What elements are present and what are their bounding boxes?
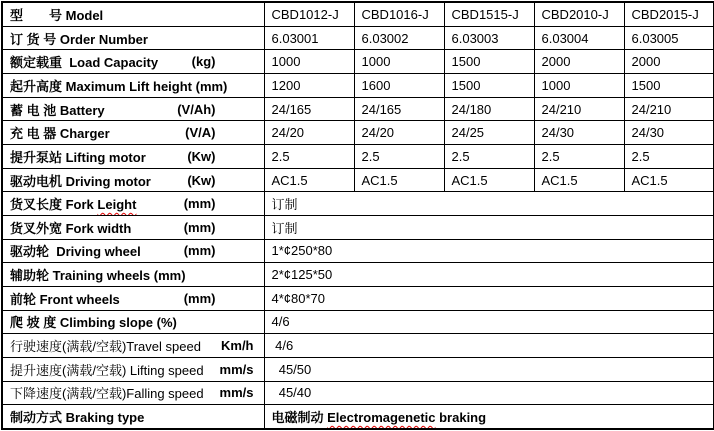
unit-label: (mm): [183, 219, 216, 235]
spec-label-cell: [2, 74, 264, 98]
spec-value-cell: 订制: [264, 215, 714, 239]
spec-value-cell: CBD2010-J: [534, 2, 624, 26]
unit-label: (mm): [183, 243, 216, 259]
spec-value-cell: 1500: [444, 74, 534, 98]
spec-value-cell: 6.03005: [624, 26, 714, 50]
table-row: [2, 357, 714, 381]
row-label: 驱动电机 Driving motor: [10, 173, 151, 189]
spec-value-cell: 24/180: [444, 97, 534, 121]
spec-value-cell: 24/30: [624, 121, 714, 145]
spec-label-cell: [2, 215, 264, 239]
spec-label-cell: [2, 97, 264, 121]
spec-label-cell: [2, 381, 264, 405]
table-row: [2, 74, 714, 98]
row-label: 辅助轮 Training wheels (mm): [10, 268, 186, 284]
spec-value-cell: AC1.5: [534, 168, 624, 192]
spec-value-cell: 4*¢80*70: [264, 286, 714, 310]
spec-value-cell: CBD1515-J: [444, 2, 534, 26]
spec-value-cell: 2.5: [354, 145, 444, 169]
unit-label: mm/s: [219, 385, 254, 401]
table-row: [2, 168, 714, 192]
spec-value-cell: 订制: [264, 192, 714, 216]
spec-label-cell: [2, 50, 264, 74]
spec-label-cell: [2, 286, 264, 310]
spec-value-cell: 2000: [534, 50, 624, 74]
spec-value-cell: 24/210: [624, 97, 714, 121]
table-row: [2, 26, 714, 50]
table-row: [2, 192, 714, 216]
row-label: 提升泵站 Lifting motor: [10, 149, 146, 165]
spec-value-cell: 1200: [264, 74, 354, 98]
spec-value-cell: 4/6: [264, 334, 714, 358]
spec-value-cell: AC1.5: [264, 168, 354, 192]
row-label: 额定载重 Load Capacity: [10, 55, 159, 71]
spec-label-cell: [2, 168, 264, 192]
row-label: 提升速度(满载/空载) Lifting speed: [10, 362, 204, 378]
unit-label: (Kw): [187, 148, 216, 164]
table-row: [2, 286, 714, 310]
spec-value-cell: AC1.5: [444, 168, 534, 192]
row-label: 货叉长度 Fork Leight: [10, 197, 137, 213]
spec-value-cell: CBD1016-J: [354, 2, 444, 26]
table-row: [2, 310, 714, 334]
spec-value-cell: 2000: [624, 50, 714, 74]
spec-value-cell: 24/165: [354, 97, 444, 121]
spec-value-cell: 24/165: [264, 97, 354, 121]
spec-label-cell: [2, 26, 264, 50]
row-label: 爬 坡 度 Climbing slope (%): [10, 315, 177, 331]
table-row: [2, 405, 714, 429]
spec-value-cell: CBD2015-J: [624, 2, 714, 26]
row-label: 充 电 器 Charger: [10, 126, 110, 142]
row-label: 货叉外宽 Fork width: [10, 220, 132, 236]
spec-value-cell: 1500: [624, 74, 714, 98]
spec-label-cell: [2, 121, 264, 145]
spec-label-cell: [2, 310, 264, 334]
misspelled-word: Leight: [97, 197, 137, 213]
misspelled-word: Electromagenetic: [327, 410, 436, 426]
spec-label-cell: [2, 263, 264, 287]
row-label: 订 货 号 Order Number: [10, 31, 148, 47]
row-label: 型 号 Model: [10, 7, 104, 23]
spec-value-cell: 6.03003: [444, 26, 534, 50]
unit-label: (mm): [183, 196, 216, 212]
spec-value-cell: 1*¢250*80: [264, 239, 714, 263]
table-row: [2, 263, 714, 287]
row-label: 下降速度(满载/空载)Falling speed: [10, 386, 204, 402]
spec-label-cell: [2, 357, 264, 381]
unit-label: (V/Ah): [177, 101, 216, 117]
spec-value-cell: AC1.5: [354, 168, 444, 192]
spec-value-cell: CBD1012-J: [264, 2, 354, 26]
table-row: [2, 239, 714, 263]
unit-label: (kg): [191, 54, 216, 70]
spec-value-cell: 6.03004: [534, 26, 624, 50]
spec-value-cell: 1000: [264, 50, 354, 74]
spec-value-cell: 1000: [534, 74, 624, 98]
table-row: [2, 2, 714, 26]
spec-value-cell: 24/25: [444, 121, 534, 145]
spec-value-cell: 45/40: [264, 381, 714, 405]
spec-value-cell: AC1.5: [624, 168, 714, 192]
spec-value-cell: 6.03002: [354, 26, 444, 50]
row-label: 蓄 电 池 Battery: [10, 102, 105, 118]
spec-value-cell: 2.5: [624, 145, 714, 169]
row-label: 行驶速度(满载/空载)Travel speed: [10, 339, 201, 355]
spec-value-cell: 24/20: [264, 121, 354, 145]
spec-value-cell: 6.03001: [264, 26, 354, 50]
unit-label: mm/s: [219, 361, 254, 377]
spec-label-cell: [2, 334, 264, 358]
spec-label-cell: [2, 192, 264, 216]
spec-value-cell: 1600: [354, 74, 444, 98]
spec-value-cell: 1500: [444, 50, 534, 74]
spec-value-cell: 2*¢125*50: [264, 263, 714, 287]
unit-label: (V/A): [185, 125, 216, 141]
table-row: [2, 97, 714, 121]
unit-label: (Kw): [187, 172, 216, 188]
row-label: 制动方式 Braking type: [10, 410, 145, 426]
spec-value-cell: 24/20: [354, 121, 444, 145]
row-label: 驱动轮 Driving wheel: [10, 244, 141, 260]
spec-value-cell: 2.5: [534, 145, 624, 169]
spec-value-cell: 24/210: [534, 97, 624, 121]
table-row: [2, 121, 714, 145]
spec-value-cell: 45/50: [264, 357, 714, 381]
spec-value-cell: 24/30: [534, 121, 624, 145]
spec-table-body: [2, 2, 714, 429]
row-label: 起升高度 Maximum Lift height (mm): [10, 78, 228, 94]
spec-table: [1, 1, 714, 430]
row-label: 前轮 Front wheels: [10, 291, 120, 307]
table-row: [2, 215, 714, 239]
spec-value-cell: 2.5: [444, 145, 534, 169]
spec-value-cell: 2.5: [264, 145, 354, 169]
spec-value-cell: 电磁制动 Electromagenetic braking: [264, 405, 714, 429]
spec-value-cell: 4/6: [264, 310, 714, 334]
spec-label-cell: [2, 405, 264, 429]
table-row: [2, 334, 714, 358]
unit-label: Km/h: [221, 338, 254, 354]
spec-value-cell: 1000: [354, 50, 444, 74]
table-row: [2, 145, 714, 169]
unit-label: (mm): [183, 290, 216, 306]
table-row: [2, 50, 714, 74]
spec-label-cell: [2, 2, 264, 26]
table-row: [2, 381, 714, 405]
spec-label-cell: [2, 239, 264, 263]
spec-label-cell: [2, 145, 264, 169]
